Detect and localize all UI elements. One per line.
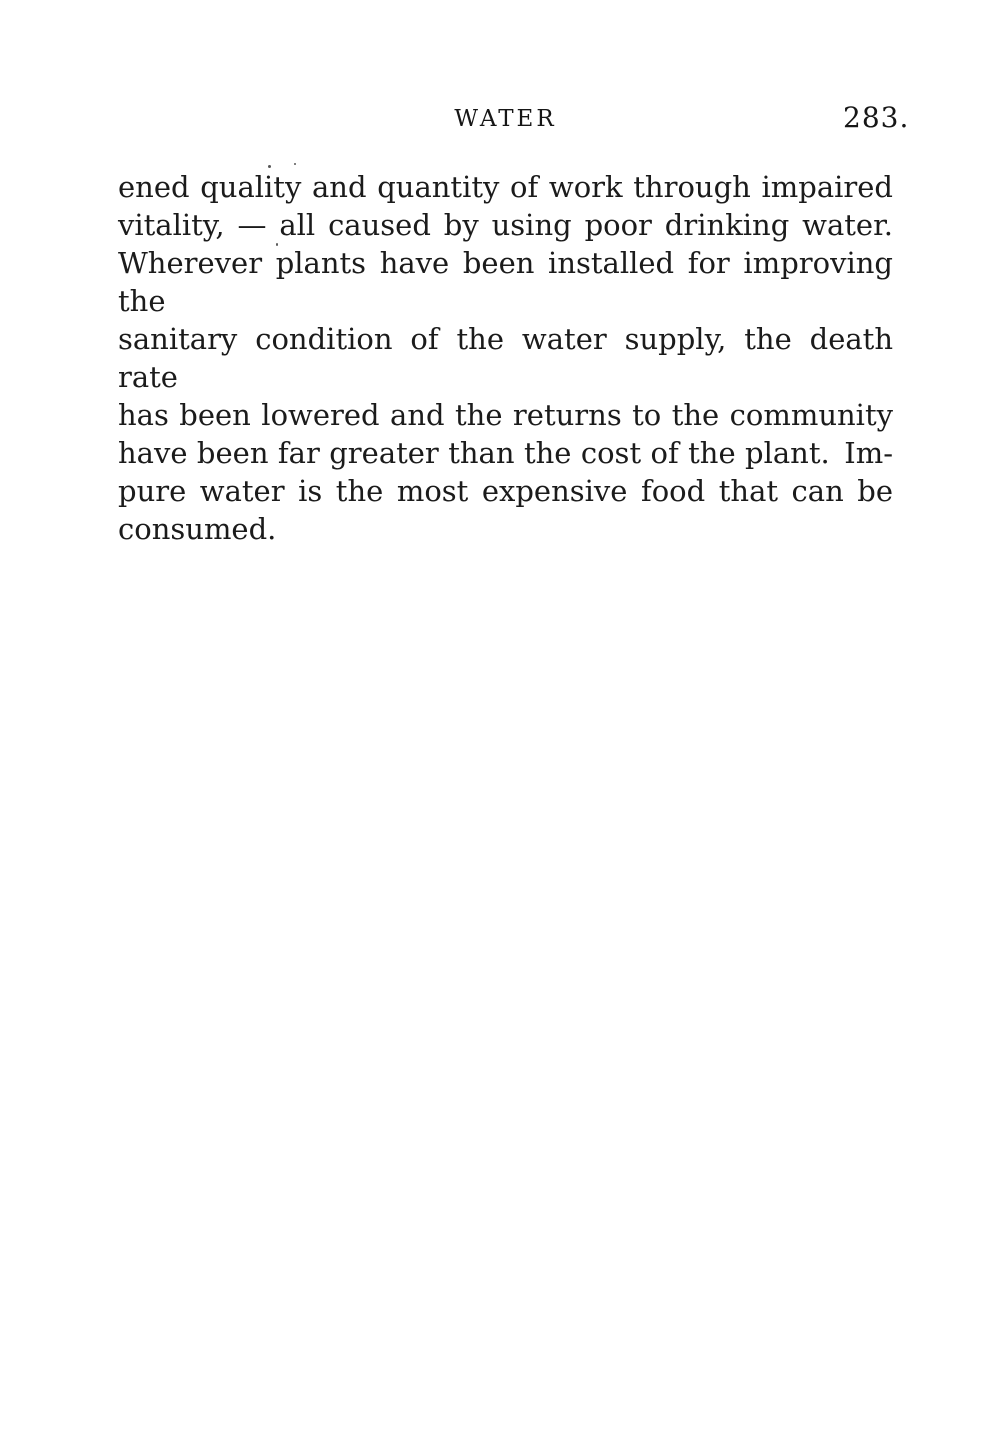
scan-speck (268, 165, 271, 168)
text-line: Wherever plants have been installed for improving the (118, 246, 893, 318)
page-number: 283. (843, 101, 910, 134)
paragraph (118, 168, 893, 548)
text-line: ened quality and quantity of work through impaired (118, 170, 893, 204)
text-line: has been lowered and the returns to the community (118, 398, 893, 432)
text-line: vitality, — all caused by using poor drinking water. (118, 208, 893, 242)
text-line: pure water is the most expensive food that can be (118, 474, 893, 508)
text-line: have been far greater than the cost of the plant. Im- (118, 436, 893, 470)
scan-speck (276, 243, 278, 246)
text-line: consumed. (118, 512, 277, 546)
scan-speck (294, 163, 296, 165)
text-line: sanitary condition of the water supply, the death rate (118, 322, 893, 394)
running-header-title: WATER (454, 106, 557, 132)
